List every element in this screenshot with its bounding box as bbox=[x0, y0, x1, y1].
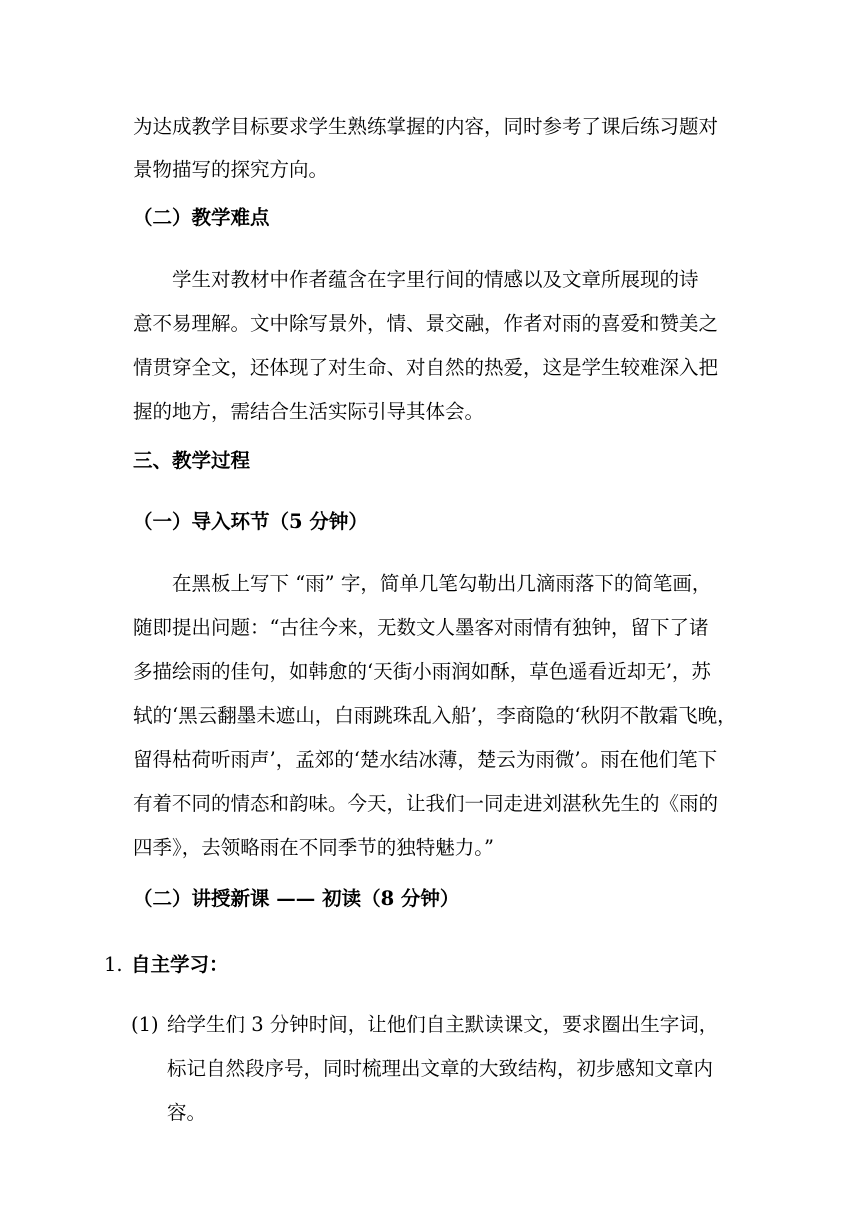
list-item-1-number: 1. bbox=[104, 953, 123, 976]
list-item-1-title: 自主学习： bbox=[131, 953, 229, 976]
intro-section-line-3: 多描绘雨的佳句，如韩愈的‘天街小雨润如酥，草色遥看近却无’，苏 bbox=[133, 660, 711, 683]
sub-item-1-line-3: 容。 bbox=[167, 1101, 207, 1124]
process-heading: 三、教学过程 bbox=[133, 449, 251, 472]
difficulty-line-1: 学生对教材中作者蕴含在字里行间的情感以及文章所展现的诗 bbox=[172, 268, 699, 291]
intro-section-line-6: 有着不同的情态和韵味。今天，让我们一同走进刘湛秋先生的《雨的 bbox=[133, 792, 719, 815]
intro-section-line-4: 轼的‘黑云翻墨未遮山，白雨跳珠乱入船’，李商隐的‘秋阴不散霜飞晚， bbox=[133, 704, 737, 727]
difficulty-line-3: 情贯穿全文，还体现了对生命、对自然的热爱，这是学生较难深入把 bbox=[133, 356, 719, 379]
difficulty-heading: （二）教学难点 bbox=[133, 206, 270, 229]
intro-section-line-2: 随即提出问题：“古往今来，无数文人墨客对雨情有独钟，留下了诸 bbox=[133, 616, 709, 639]
intro-section-line-5: 留得枯荷听雨声’，孟郊的‘楚水结冰薄，楚云为雨微’。雨在他们笔下 bbox=[133, 748, 718, 771]
sub-item-1-number: (1) bbox=[131, 1013, 159, 1036]
sub-item-1-line-2: 标记自然段序号，同时梳理出文章的大致结构，初步感知文章内 bbox=[167, 1057, 714, 1080]
lesson-heading: （二）讲授新课 —— 初读（8 分钟） bbox=[133, 887, 460, 910]
intro-section-line-7: 四季》，去领略雨在不同季节的独特魅力。” bbox=[133, 836, 494, 859]
intro-section-heading: （一）导入环节（5 分钟） bbox=[133, 510, 368, 533]
difficulty-line-2: 意不易理解。文中除写景外，情、景交融，作者对雨的喜爱和赞美之 bbox=[133, 312, 719, 335]
intro-line-1: 为达成教学目标要求学生熟练掌握的内容，同时参考了课后练习题对 bbox=[133, 115, 719, 138]
sub-item-1-line-1: 给学生们 3 分钟时间，让他们自主默读课文，要求圈出生字词， bbox=[167, 1013, 719, 1036]
intro-section-line-1: 在黑板上写下 “雨” 字，简单几笔勾勒出几滴雨落下的简笔画， bbox=[172, 572, 712, 595]
intro-line-2: 景物描写的探究方向。 bbox=[133, 158, 329, 181]
difficulty-line-4: 握的地方，需结合生活实际引导其体会。 bbox=[133, 400, 485, 423]
